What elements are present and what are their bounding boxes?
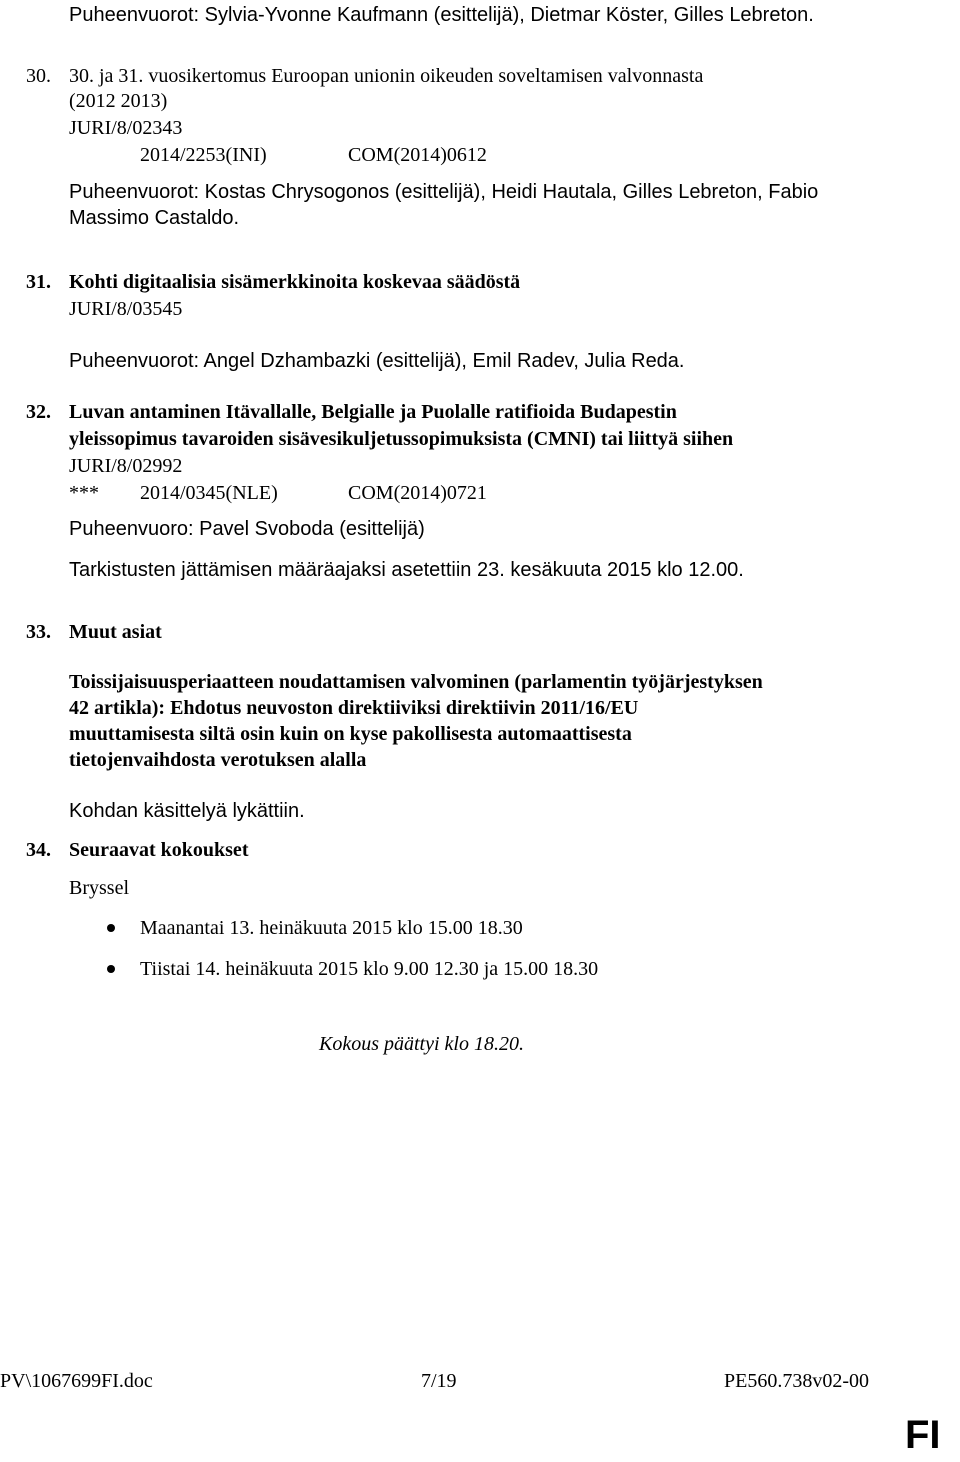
item33-number: 33. bbox=[26, 621, 51, 643]
item33-note: Kohdan käsittelyä lykättiin. bbox=[69, 800, 305, 822]
item33-sub-line3: muuttamisesta siltä osin kuin on kyse pakollisesta automaattisesta bbox=[69, 723, 632, 745]
bullet-icon bbox=[107, 924, 115, 932]
item32-ref: JURI/8/02992 bbox=[69, 455, 183, 477]
item31-title: Kohti digitaalisia sisämerkkinoita koskevaa säädöstä bbox=[69, 271, 521, 293]
item31-number: 31. bbox=[26, 271, 51, 293]
item33-sub-line4: tietojenvaihdosta verotuksen alalla bbox=[69, 749, 367, 771]
item34-title: Seuraavat kokoukset bbox=[69, 839, 249, 861]
item30-speakers-line1: Puheenvuorot: Kostas Chrysogonos (esittelijä), Heidi Hautala, Gilles Lebreton, Fabio bbox=[69, 181, 819, 203]
item32-number: 32. bbox=[26, 401, 51, 423]
meeting-item: Maanantai 13. heinäkuuta 2015 klo 15.00 18.30 bbox=[140, 917, 523, 939]
footer-doc: PV\1067699FI.doc bbox=[0, 1370, 153, 1392]
intro-speakers: Puheenvuorot: Sylvia-Yvonne Kaufmann (esittelijä), Dietmar Köster, Gilles Lebreton. bbox=[69, 4, 814, 26]
item30-title-line1: 30. ja 31. vuosikertomus Euroopan unionin oikeuden soveltamisen valvonnasta bbox=[69, 65, 704, 87]
item32-com: COM(2014)0721 bbox=[348, 482, 487, 504]
item30-title-line2: (2012 2013) bbox=[69, 90, 168, 112]
bullet-icon bbox=[107, 965, 115, 973]
item33-sub-line1: Toissijaisuusperiaatteen noudattamisen valvominen (parlamentin työjärjestyksen bbox=[69, 671, 763, 693]
item32-title-line1: Luvan antaminen Itävallalle, Belgialle ja Puolalle ratifioida Budapestin bbox=[69, 401, 677, 423]
item34-number: 34. bbox=[26, 839, 51, 861]
item33-title: Muut asiat bbox=[69, 621, 162, 643]
item30-number: 30. bbox=[26, 65, 51, 87]
item31-speakers: Puheenvuorot: Angel Dzhambazki (esittelijä), Emil Radev, Julia Reda. bbox=[69, 350, 685, 372]
item31-ref: JURI/8/03545 bbox=[69, 298, 183, 320]
item32-deadline: Tarkistusten jättämisen määräajaksi asetettiin 23. kesäkuuta 2015 klo 12.00. bbox=[69, 559, 744, 581]
item32-title-line2: yleissopimus tavaroiden sisävesikuljetussopimuksista (CMNI) tai liittyä siihen bbox=[69, 428, 734, 450]
item33-sub-line2: 42 artikla): Ehdotus neuvoston direktiiviksi direktiivin 2011/16/EU bbox=[69, 697, 639, 719]
footer-lang: FI bbox=[905, 1413, 941, 1457]
meeting-item: Tiistai 14. heinäkuuta 2015 klo 9.00 12.30 ja 15.00 18.30 bbox=[140, 958, 599, 980]
item30-speakers-line2: Massimo Castaldo. bbox=[69, 207, 240, 229]
closing-statement: Kokous päättyi klo 18.20. bbox=[319, 1033, 524, 1055]
item32-stars: *** bbox=[69, 482, 99, 504]
item32-speaker: Puheenvuoro: Pavel Svoboda (esittelijä) bbox=[69, 518, 425, 540]
item32-procedure: 2014/0345(NLE) bbox=[140, 482, 278, 504]
footer-page: 7/19 bbox=[421, 1370, 457, 1392]
item34-place: Bryssel bbox=[69, 877, 129, 899]
footer-ref: PE560.738v02-00 bbox=[724, 1370, 869, 1392]
item30-ref: JURI/8/02343 bbox=[69, 117, 183, 139]
item30-com: COM(2014)0612 bbox=[348, 144, 487, 166]
item30-procedure: 2014/2253(INI) bbox=[140, 144, 267, 166]
